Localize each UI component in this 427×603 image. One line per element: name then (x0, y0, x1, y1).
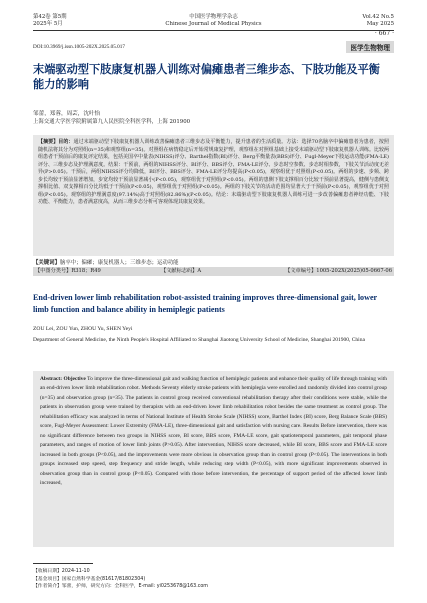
abstract-cn-text: 通过末端驱动型下肢康复机器人训练改善偏瘫患者三维步态及平衡能力，提升患者的生活质量。方法：选择70名脑卒中偏瘫患者为患者，按照随机法将其分为对照组(n=35)和观察组(n=35)。对照组在病情稳定后开始常规康复护理，观察组在对照组基础上接受末端驱动型下肢康复机器人训练。比较两组患者干预前后的康复评定结果，包括美国卒中量表(NIHSS)评分、Barthel指数(BI)评分、Berg平衡量表(BBS)评分、Fugl-Meyer下肢运动功能(FMA-LE)评分、三维步态及护理满意度。结果：干预前，两组的NIHSS评分、BI评分、BBS评分、FMA-LE评分、步态时空参数、步态时相参数，下肢关节活动度无差异(P>0.05)。干预后，两组NIHSS评分均降低，BI评分、BBS评分、FMA-LE评分均提高(P<0.05)，观察组优于对照组(P<0.05)。两组的步速、步频、跨步长均较干预前显著增加，步宽均较干预前显著减小(P<0.05)，观察组优于对照组(P<0.05)。两组的患侧下肢支撑相百分比较干预前显著提高，健侧与患侧支撑相比值、双支撑相百分比均低于干预前(P<0.05)，观察组优于对照组(P<0.05)。两组的下肢关节的活动范围均显著大于干预前(P<0.05)，观察组优于对照组(P<0.05)。观察组的护理满意度(97.14%)高于对照组(82.86%)(P<0.05)。结论：末端驱动型下肢康复机器人训练可进一步改善偏瘫患者神经功能、下肢功能、平衡能力，患者满意度高，从而三维步态分析可客观体现其康复效果。 (38, 139, 389, 205)
header-right (362, 14, 394, 28)
header-center (33, 14, 394, 28)
category-tag: 医学生物物理 (346, 41, 394, 53)
volume-cn: 第42卷 第5期 (33, 14, 67, 20)
keywords-cn-text: 脑卒中；偏瘫；康复机器人；三维步态；运动功能 (59, 260, 179, 266)
document-code: 【文献标志码】A (161, 268, 202, 274)
affiliation-cn: 上海交通大学医学院附属第九人民医院全科医学科，上海 201900 (33, 119, 191, 125)
affiliation-en: Department of General Medicine, the Ninth People's Hospital Affiliated to Shanghai Jiaotong University School of Medicine, Shanghai 201900, China (33, 337, 365, 343)
journal-name-en: Chinese Journal of Medical Physics (165, 21, 262, 27)
authors-cn: 邹蕾，郑蓉，周芸，沈叶怡 (33, 111, 101, 117)
abstract-en (40, 375, 387, 488)
authors-en: ZOU Lei, ZOU Yun, ZHOU Yu, SHEN Yeyi (33, 326, 133, 332)
abstract-cn-box (33, 135, 394, 256)
clc-number: 【中图分类号】R318；R49 (35, 268, 101, 274)
keywords-cn (33, 258, 394, 266)
volume-en: Vol.42 No.5 (362, 14, 394, 20)
doi: DOI:10.3969/j.issn.1005-202X.2025.05.017 (33, 44, 125, 50)
fund-project: 【基金项目】国家自然科学基金(81617/81802304) (33, 576, 146, 582)
abstract-en-label: Abstract: Objective (40, 376, 86, 382)
abstract-en-text: To improve the three-dimensional gait and walking function of hemiplegic patients and enhance their quality of life through training with an end-driven lower limb rehabilitation robot. Methods Seventy elderly stroke patients with hemiplegia were enrolled and randomly divided into control group (n=35) and observation group (n=35). The patients in control group received conventional rehabilitation therapy after their conditions were stable, while the patients in observation group were trained by therapists with an end-driven lower limb rehabilitation robot besides the same treatment as control group. The rehabilitation efficacy was analyzed in terms of National Institute of Health Stroke Scale (NIHSS) score, Barthel Index (BI) score, Berg Balance Scale (BBS) score, Fugl-Meyer Assessment: Lower Extremity (FMA-LE), three-dimensional gait and satisfaction with nursing care. Results Before intervention, there was no significant difference between two groups in NIHSS score, BI score, BBS score, FMA-LE score, gait spatiotemporal parameters, gait temporal phase parameters, and ranges of motion of lower limb joints (P>0.05). After intervention, NIHSS score decreased, while BI score, BBS score and FMA-LE score increased in both groups (P<0.05), and the improvements were more obvious in observation group than in control group (P<0.05). The interventions in both groups increased step speed, step frequency and stride length, while reducing step width (P<0.05), with more significant improvements observed in observation group than in control group (P<0.05). Compared with those before intervention, the percentage of support period of the affected lower limb increased, (40, 376, 387, 486)
article-title-cn: 末端驱动型下肢康复机器人训练对偏瘫患者三维步态、下肢功能及平衡能力的影响 (33, 63, 380, 91)
classification-bar (33, 267, 394, 276)
footnote-rule (33, 563, 93, 564)
header-rule (33, 30, 394, 31)
footnotes (33, 568, 394, 591)
article-id: 【文章编号】1005-202X(2025)05-0667-06 (285, 268, 392, 274)
author-bio: 【作者简介】邹蕾，护师，研究方向：全科医学，E-mail: yi0253678@163.com (33, 584, 208, 589)
received-date: 【收稿日期】2024-11-10 (33, 569, 90, 574)
abstract-en-box (33, 371, 394, 547)
abstract-cn-label: 【摘要】目的： (38, 139, 74, 145)
article-title-en: End-driven lower limb rehabilitation robot-assisted training improves three-dimensional gait, lower limb function and balance ability in hemiplegic patients (33, 293, 377, 314)
abstract-cn (38, 139, 389, 207)
date-cn: 2025年 5月 (33, 21, 63, 27)
journal-name-cn: 中国医学物理学杂志 (189, 14, 238, 20)
running-header (33, 14, 394, 36)
date-en: May 2025 (366, 21, 394, 27)
page-number: · 667 · (374, 30, 394, 37)
keywords-cn-label: 【关键词】 (33, 260, 60, 266)
